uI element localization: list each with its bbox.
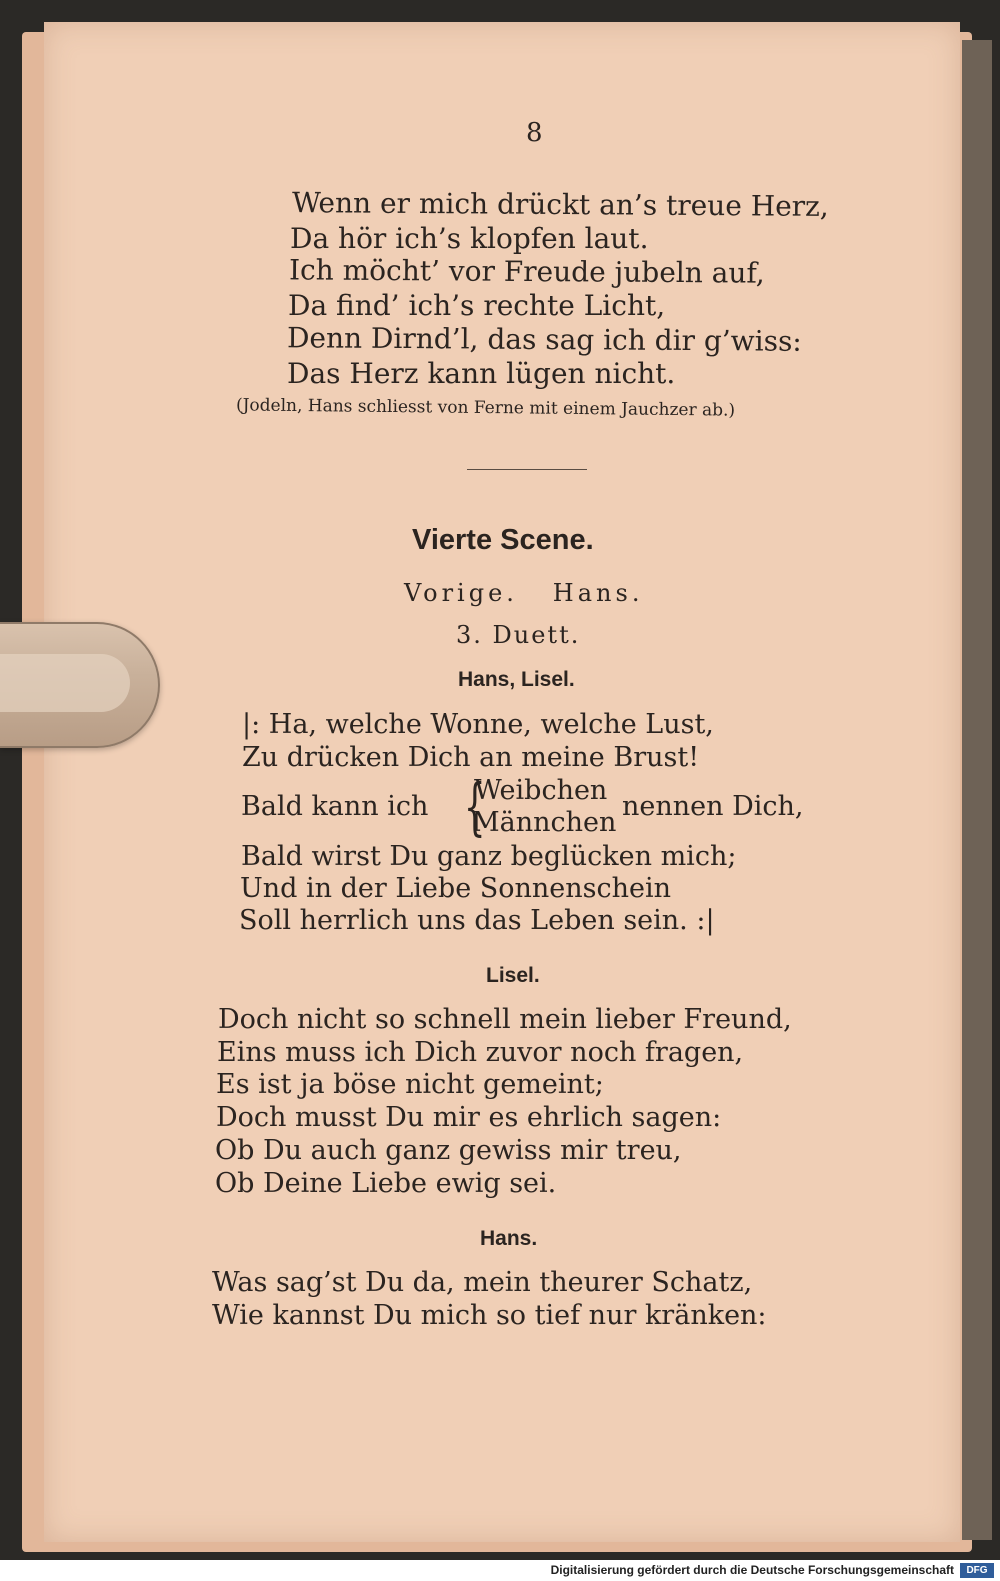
verse-line: Eins muss ich Dich zuvor noch fragen,	[217, 1037, 744, 1068]
verse-line: Und in der Liebe Sonnenschein	[240, 873, 672, 904]
verse-line: Ob Deine Liebe ewig sei.	[215, 1168, 557, 1199]
speaker-heading: Hans, Lisel.	[458, 668, 575, 691]
scene-persons: Vorige. Hans.	[404, 579, 644, 607]
verse-line: Ob Du auch ganz gewiss mir treu,	[215, 1135, 682, 1166]
verse-line: Denn Dirnd’l, das sag ich dir g’wiss:	[286, 321, 802, 358]
number-title: 3. Duett.	[456, 621, 581, 649]
verse-line: Bald kann ich	[241, 791, 429, 822]
page-edge	[962, 40, 992, 1540]
stage-direction: (Jodeln, Hans schliesst von Ferne mit einem Jauchzer ab.)	[235, 395, 736, 421]
footer-bar	[0, 1560, 1000, 1581]
verse-option: Weibchen	[474, 775, 608, 806]
section-divider	[467, 469, 587, 470]
verse-line: Da hör ich’s klopfen laut.	[290, 222, 649, 255]
verse-line: Doch nicht so schnell mein lieber Freund,	[218, 1004, 792, 1035]
speaker-heading: Hans.	[480, 1227, 538, 1250]
verse-line: Da find’ ich’s rechte Licht,	[288, 289, 666, 322]
speaker-heading: Lisel.	[486, 964, 540, 987]
verse-option: Männchen	[472, 807, 617, 838]
dfg-logo: DFG	[960, 1563, 994, 1578]
scene-title: Vierte Scene.	[412, 524, 594, 556]
verse-line: Das Herz kann lügen nicht.	[287, 357, 676, 390]
bookmark-ribbon	[0, 622, 160, 748]
verse-line: Soll herrlich uns das Leben sein. :|	[239, 905, 715, 936]
bookmark-highlight	[0, 654, 130, 712]
verse-line: Was sag’st Du da, mein theurer Schatz,	[212, 1267, 753, 1298]
verse-line: Doch musst Du mir es ehrlich sagen:	[216, 1102, 722, 1133]
verse-line: Wie kannst Du mich so tief nur kränken:	[212, 1300, 767, 1331]
verse-line: |: Ha, welche Wonne, welche Lust,	[242, 709, 714, 740]
funding-credit: Digitalisierung gefördert durch die Deutsche Forschungsgemeinschaft	[550, 1563, 954, 1577]
verse-line: Bald wirst Du ganz beglücken mich;	[241, 841, 737, 872]
verse-line: Es ist ja böse nicht gemeint;	[216, 1069, 604, 1100]
page-number: 8	[526, 118, 543, 148]
verse-line: nennen Dich,	[622, 791, 804, 822]
verse-line: Ich möcht’ vor Freude jubeln auf,	[288, 253, 765, 290]
verse-line: Zu drücken Dich an meine Brust!	[242, 742, 700, 773]
brace-icon: {	[463, 770, 486, 843]
verse-line: Wenn er mich drückt an’s treue Herz,	[291, 186, 829, 223]
